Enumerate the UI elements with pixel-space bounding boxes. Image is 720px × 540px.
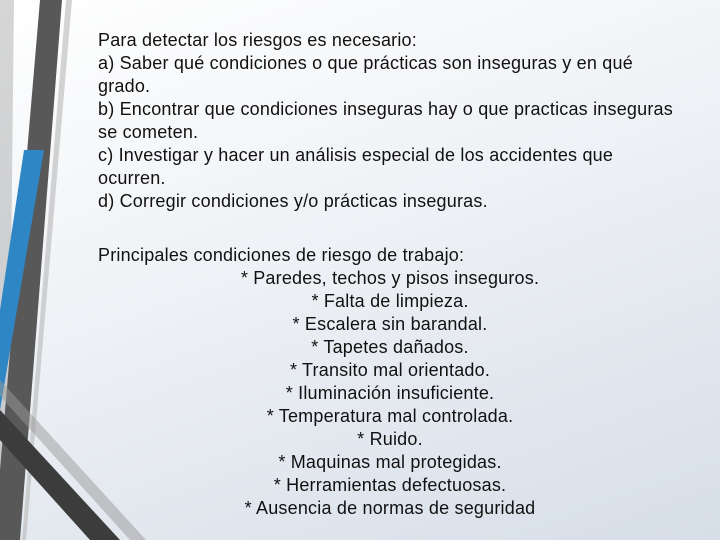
list-item: * Tapetes dañados. xyxy=(311,337,469,357)
intro-block xyxy=(98,29,678,213)
list-item: * Escalera sin barandal. xyxy=(292,314,488,334)
intro-item-b: b) Encontrar que condiciones inseguras hay o que practicas inseguras se cometen. xyxy=(98,99,673,142)
list-item: * Transito mal orientado. xyxy=(289,360,491,380)
list-item: * Falta de limpieza. xyxy=(311,291,469,311)
list-item: * Iluminación insuficiente. xyxy=(285,383,495,403)
conditions-list xyxy=(230,267,550,520)
list-item: * Ruido. xyxy=(357,429,423,449)
intro-item-d: d) Corregir condiciones y/o prácticas inseguras. xyxy=(98,191,488,211)
intro-heading: Para detectar los riesgos es necesario: xyxy=(98,30,417,50)
intro-item-c: c) Investigar y hacer un análisis especial de los accidentes que ocurren. xyxy=(98,145,614,188)
list-item: * Temperatura mal controlada. xyxy=(266,406,514,426)
list-item: * Herramientas defectuosas. xyxy=(273,475,507,495)
list-item: * Ausencia de normas de seguridad xyxy=(244,498,536,518)
list-item: * Maquinas mal protegidas. xyxy=(278,452,502,472)
list-item: * Paredes, techos y pisos inseguros. xyxy=(240,268,540,288)
intro-item-a: a) Saber qué condiciones o que prácticas son inseguras y en qué grado. xyxy=(98,53,633,96)
conditions-heading: Principales condiciones de riesgo de trabajo: xyxy=(98,245,465,265)
